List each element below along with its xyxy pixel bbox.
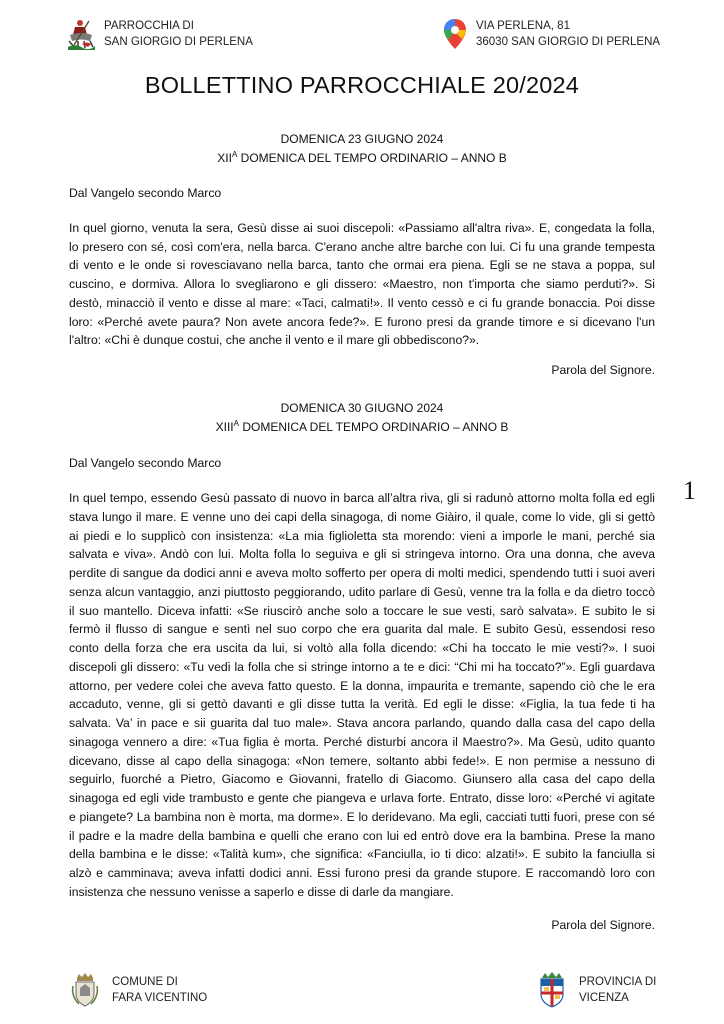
sunday-ordinal-superscript: A	[233, 419, 239, 428]
municipal-crest-icon	[70, 972, 100, 1008]
sunday-ordinal: XIII	[215, 420, 234, 434]
address-city: 36030 SAN GIORGIO DI PERLENA	[476, 36, 661, 48]
municipality-line1: COMUNE DI	[112, 976, 178, 988]
gospel-closing: Parola del Signore.	[551, 918, 655, 932]
sunday-date: DOMENICA 30 GIUGNO 2024	[280, 401, 444, 415]
sunday-ordinal: XII	[217, 151, 232, 165]
saint-george-dragon-icon	[66, 17, 96, 51]
parish-address	[442, 16, 660, 52]
gospel-closing: Parola del Signore.	[551, 363, 655, 377]
sunday-ordinal-superscript: A	[231, 150, 238, 159]
municipality-line2: FARA VICENTINO	[112, 992, 208, 1004]
parish-name-line1: PARROCCHIA DI	[104, 20, 194, 32]
sunday-date: DOMENICA 23 GIUGNO 2024	[280, 132, 444, 146]
address-street: VIA PERLENA, 81	[476, 20, 570, 32]
map-pin-icon	[442, 18, 468, 50]
gospel-reading: In quel tempo, essendo Gesù passato di nuovo in barca all’altra riva, gli si radunò attorno molta folla ed egli stava lungo il mare. E venne uno dei capi della sinagoga, di nome Giàiro, il quale, come lo vide, gli si gettò ai piedi e lo supplicò con insistenza: «La mia figlioletta sta morendo: vieni a imporle le mani, perché sia salvata e viva». Andò con lui. Molta folla lo seguiva e gli si stringeva intorno. Ora una donna, che aveva perdite di sangue da dodici anni e aveva molto sofferto per opera di molti medici, spendendo tutti i suoi averi senza alcun vantaggio, anzi piuttosto peggiorando, udito parlare di Gesù, venne tra la folla e da dietro toccò il suo mantello. Diceva infatti: «Se riuscirò anche solo a toccare le sue vesti, sarò salvata». E subito le si fermò il flusso di sangue e sentì nel suo corpo che era guarita dal male. E subito Gesù, essendosi reso conto della forza che era uscita da lui, si voltò alla folla dicendo: «Chi ha toccato le mie vesti?». I suoi discepoli gli dissero: «Tu vedi la folla che si stringe intorno a te e dici: “Chi mi ha toccato?”». Egli guardava attorno, per vedere colei che aveva fatto questo. E la donna, impaurita e tremante, sapendo ciò che le era accaduto, venne, gli si gettò davanti e gli disse tutta la verità. Ed egli le disse: «Figlia, la tua fede ti ha salvata. Va’ in pace e sii guarita dal tuo male». Stava ancora parlando, quando dalla casa del capo della sinagoga vennero a dire: «Tua figlia è morta. Perché disturbi ancora il Maestro?». Ma Gesù, udito quanto dicevano, disse al capo della sinagoga: «Non temere, soltanto abbi fede!». E non permise a nessuno di seguirlo, fuorché a Pietro, Giacomo e Giovanni, fratello di Giacomo. Giunsero alla casa del capo della sinagoga ed egli vide trambusto e gente che piangeva e urlava forte. Entrato, disse loro: «Perché vi agitate e piangete? La bambina non è morta, ma dorme». E lo deridevano. Ma egli, cacciati tutti fuori, prese con sé il padre e la madre della bambina e quelli che erano con lui ed entrò dove era la bambina. Prese la mano della bambina e le disse: «Talità kum», che significa: «Fanciulla, io ti dico: alzati!». E subito la fanciulla si alzò e camminava; aveva infatti dodici anni. Essi furono presi da grande stupore. E raccomandò loro con insistenza che nessuno venisse a saperlo e disse di darle da mangiare.	[69, 491, 655, 899]
page-number: 1	[683, 476, 696, 505]
gospel-intro: Dal Vangelo secondo Marco	[69, 186, 222, 200]
liturgical-sunday	[0, 147, 724, 166]
parish-name-line2: SAN GIORGIO DI PERLENA	[104, 36, 253, 48]
province-line2: VICENZA	[579, 992, 629, 1004]
municipality-footer	[70, 970, 207, 1010]
liturgical-sunday	[0, 416, 724, 435]
province-crest-icon	[537, 972, 567, 1008]
sunday-heading-1	[0, 131, 724, 166]
gospel-reading: In quel giorno, venuta la sera, Gesù disse ai suoi discepoli: «Passiamo all'altra riva». E, congedata la folla, lo presero con sé, così com'era, nella barca. C'erano anche altre barche con lui. Ci fu una grande tempesta di vento e le onde si rovesciavano nella barca, tanto che ormai era piena. Egli se ne stava a poppa, sul cuscino, e dormiva. Allora lo svegliarono e gli dissero: «Maestro, non t'importa che siamo perduti?». Si destò, minacciò il vento e disse al mare: «Taci, calmati!». Il vento cessò e ci fu grande bonaccia. Poi disse loro: «Perché avete paura? Non avete ancora fede?». E furono presi da grande timore e si dicevano l'un l'altro: «Chi è dunque costui, che anche il vento e il mare gli obbediscono?».	[69, 221, 655, 348]
sunday-description: DOMENICA DEL TEMPO ORDINARIO – ANNO B	[238, 420, 509, 434]
parish-header	[66, 16, 253, 52]
bulletin-title: BOLLETTINO PARROCCHIALE 20/2024	[144, 72, 580, 98]
sunday-description: DOMENICA DEL TEMPO ORDINARIO – ANNO B	[237, 151, 507, 165]
sunday-heading-2	[0, 400, 724, 435]
gospel-intro: Dal Vangelo secondo Marco	[69, 456, 222, 470]
province-footer	[537, 970, 656, 1010]
province-line1: PROVINCIA DI	[579, 976, 657, 988]
